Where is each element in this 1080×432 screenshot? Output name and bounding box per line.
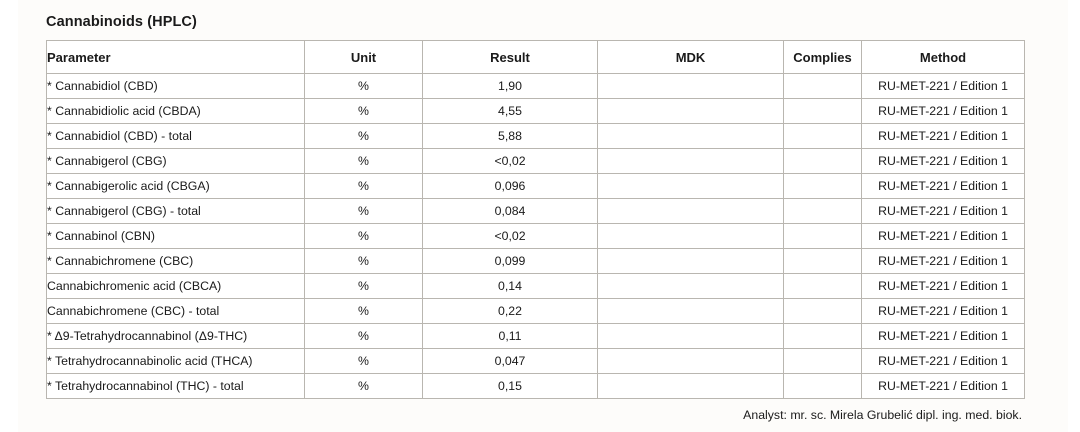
cell-complies <box>784 374 862 399</box>
cell-complies <box>784 124 862 149</box>
cell-method: RU-MET-221 / Edition 1 <box>862 124 1025 149</box>
cell-unit: % <box>305 224 423 249</box>
cell-method: RU-MET-221 / Edition 1 <box>862 349 1025 374</box>
cell-parameter: * Cannabinol (CBN) <box>47 224 305 249</box>
cell-mdk <box>598 149 784 174</box>
cell-mdk <box>598 274 784 299</box>
cell-unit: % <box>305 374 423 399</box>
cell-parameter: * Δ9-Tetrahydrocannabinol (Δ9-THC) <box>47 324 305 349</box>
table-row <box>47 324 1025 349</box>
cell-method: RU-MET-221 / Edition 1 <box>862 149 1025 174</box>
column-header-unit: Unit <box>305 41 423 74</box>
table-row <box>47 249 1025 274</box>
cell-result: 0,11 <box>423 324 598 349</box>
cell-method: RU-MET-221 / Edition 1 <box>862 74 1025 99</box>
cell-method: RU-MET-221 / Edition 1 <box>862 249 1025 274</box>
cell-complies <box>784 349 862 374</box>
cell-mdk <box>598 174 784 199</box>
cell-method: RU-MET-221 / Edition 1 <box>862 199 1025 224</box>
table-header-row <box>47 41 1025 74</box>
cell-parameter: Cannabichromene (CBC) - total <box>47 299 305 324</box>
cell-method: RU-MET-221 / Edition 1 <box>862 224 1025 249</box>
cell-result: 0,096 <box>423 174 598 199</box>
cell-complies <box>784 74 862 99</box>
cell-unit: % <box>305 199 423 224</box>
cell-unit: % <box>305 299 423 324</box>
cell-complies <box>784 149 862 174</box>
document-content <box>46 0 1036 422</box>
table-row <box>47 74 1025 99</box>
cell-result: 0,047 <box>423 349 598 374</box>
cell-mdk <box>598 249 784 274</box>
table-row <box>47 174 1025 199</box>
cell-method: RU-MET-221 / Edition 1 <box>862 274 1025 299</box>
cell-parameter: * Cannabidiol (CBD) - total <box>47 124 305 149</box>
column-header-result: Result <box>423 41 598 74</box>
table-row <box>47 99 1025 124</box>
cell-unit: % <box>305 124 423 149</box>
cell-parameter: * Tetrahydrocannabinol (THC) - total <box>47 374 305 399</box>
column-header-complies: Complies <box>784 41 862 74</box>
cell-complies <box>784 199 862 224</box>
cell-parameter: * Cannabigerol (CBG) - total <box>47 199 305 224</box>
cell-parameter: * Cannabidiol (CBD) <box>47 74 305 99</box>
cell-complies <box>784 274 862 299</box>
cell-unit: % <box>305 349 423 374</box>
table-row <box>47 374 1025 399</box>
cell-result: 0,084 <box>423 199 598 224</box>
section-title: Cannabinoids (HPLC) <box>46 14 197 30</box>
cell-result: 0,22 <box>423 299 598 324</box>
cell-result: <0,02 <box>423 224 598 249</box>
cell-unit: % <box>305 249 423 274</box>
cell-unit: % <box>305 274 423 299</box>
cell-unit: % <box>305 99 423 124</box>
cell-method: RU-MET-221 / Edition 1 <box>862 174 1025 199</box>
cell-method: RU-MET-221 / Edition 1 <box>862 299 1025 324</box>
page-right-margin <box>1068 0 1080 432</box>
table-row <box>47 199 1025 224</box>
cell-method: RU-MET-221 / Edition 1 <box>862 374 1025 399</box>
cell-complies <box>784 224 862 249</box>
table-body <box>47 74 1025 399</box>
cell-mdk <box>598 324 784 349</box>
cell-mdk <box>598 199 784 224</box>
table-row <box>47 274 1025 299</box>
cell-parameter: * Cannabigerolic acid (CBGA) <box>47 174 305 199</box>
cell-mdk <box>598 224 784 249</box>
cell-unit: % <box>305 324 423 349</box>
cell-method: RU-MET-221 / Edition 1 <box>862 324 1025 349</box>
table-header <box>47 41 1025 74</box>
cell-complies <box>784 174 862 199</box>
cell-result: 4,55 <box>423 99 598 124</box>
cell-result: 0,14 <box>423 274 598 299</box>
column-header-method: Method <box>862 41 1025 74</box>
cell-mdk <box>598 99 784 124</box>
cell-complies <box>784 324 862 349</box>
page-left-margin <box>0 0 18 432</box>
cell-mdk <box>598 74 784 99</box>
cell-method: RU-MET-221 / Edition 1 <box>862 99 1025 124</box>
cell-mdk <box>598 374 784 399</box>
cell-complies <box>784 99 862 124</box>
table-row <box>47 124 1025 149</box>
cell-parameter: * Cannabigerol (CBG) <box>47 149 305 174</box>
analyst-signature-line: Analyst: mr. sc. Mirela Grubelić dipl. ing. med. biok. <box>743 408 1022 422</box>
cell-result: <0,02 <box>423 149 598 174</box>
cell-unit: % <box>305 74 423 99</box>
cell-mdk <box>598 349 784 374</box>
cell-parameter: * Tetrahydrocannabinolic acid (THCA) <box>47 349 305 374</box>
cell-result: 0,099 <box>423 249 598 274</box>
cell-mdk <box>598 124 784 149</box>
cell-mdk <box>598 299 784 324</box>
table-row <box>47 299 1025 324</box>
cell-result: 1,90 <box>423 74 598 99</box>
cell-parameter: * Cannabidiolic acid (CBDA) <box>47 99 305 124</box>
table-row <box>47 349 1025 374</box>
cell-unit: % <box>305 149 423 174</box>
cannabinoids-results-table <box>46 40 1025 399</box>
cell-result: 0,15 <box>423 374 598 399</box>
cell-parameter: * Cannabichromene (CBC) <box>47 249 305 274</box>
cell-parameter: Cannabichromenic acid (CBCA) <box>47 274 305 299</box>
column-header-parameter: Parameter <box>47 41 305 74</box>
table-row <box>47 224 1025 249</box>
cell-result: 5,88 <box>423 124 598 149</box>
cell-complies <box>784 299 862 324</box>
table-row <box>47 149 1025 174</box>
cell-complies <box>784 249 862 274</box>
cell-unit: % <box>305 174 423 199</box>
column-header-mdk: MDK <box>598 41 784 74</box>
